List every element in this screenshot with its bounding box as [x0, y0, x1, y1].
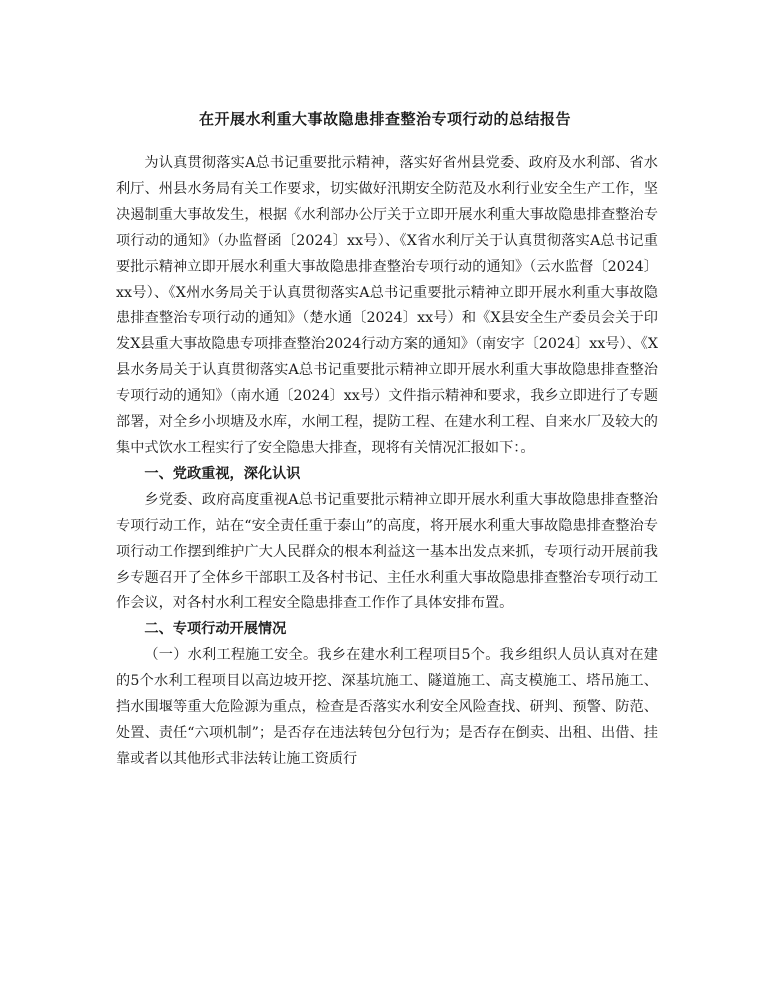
document-body	[116, 151, 658, 773]
paragraph-intro: 为认真贯彻落实A总书记重要批示精神，落实好省州县党委、政府及水利部、省水利厅、州县水务局有关工作要求，切实做好汛期安全防范及水利行业安全生产工作，坚决遏制重大事故发生，根据《水利部办公厅关于立即开展水利重大事故隐患排查整治专项行动的通知》（办监督函〔2024〕xx号）、《X省水利厅关于认真贯彻落实A总书记重要批示精神立即开展水利重大事故隐患排查整治专项行动的通知》（云水监督〔2024〕xx号）、《X州水务局关于认真贯彻落实A总书记重要批示精神立即开展水利重大事故隐患排查整治专项行动的通知》（楚水通〔2024〕xx号）和《X县安全生产委员会关于印发X县重大事故隐患专项排查整治2024行动方案的通知》（南安字〔2024〕xx号）、《X县水务局关于认真贯彻落实A总书记重要批示精神立即开展水利重大事故隐患排查整治专项行动的通知》（南水通〔2024〕xx号）文件指示精神和要求，我乡立即进行了专题部署，对全乡小坝塘及水库，水闸工程，提防工程、在建水利工程、自来水厂及较大的集中式饮水工程实行了安全隐患大排查，现将有关情况汇报如下：。	[116, 155, 658, 456]
document-title: 在开展水利重大事故隐患排查整治专项行动的总结报告	[198, 110, 571, 128]
section-heading-2: 二、专项行动开展情况	[144, 621, 287, 638]
section-heading-1: 一、党政重视，深化认识	[144, 465, 301, 482]
paragraph-section-2-1: （一）水利工程施工安全。我乡在建水利工程项目5个。我乡组织人员认真对在建的5个水利工程项目以高边坡开挖、深基坑施工、隧道施工、高支模施工、塔吊施工、挡水围堰等重大危险源为重点，检查是否落实水利安全风险查找、研判、预警、防范、处置、责任“六项机制”；是否存在违法转包分包行为；是否存在倒卖、出租、出借、挂靠或者以其他形式非法转让施工资质行	[116, 647, 658, 767]
paragraph-section-1: 乡党委、政府高度重视A总书记重要批示精神立即开展水利重大事故隐患排查整治专项行动工作，站在“安全责任重于泰山”的高度，将开展水利重大事故隐患排查整治专项行动工作摆到维护广大人民群众的根本利益这一基本出发点来抓，专项行动开展前我乡专题召开了全体乡干部职工及各村书记、主任水利重大事故隐患排查整治专项行动工作会议，对各村水利工程安全隐患排查工作作了具体安排布置。	[116, 491, 658, 612]
